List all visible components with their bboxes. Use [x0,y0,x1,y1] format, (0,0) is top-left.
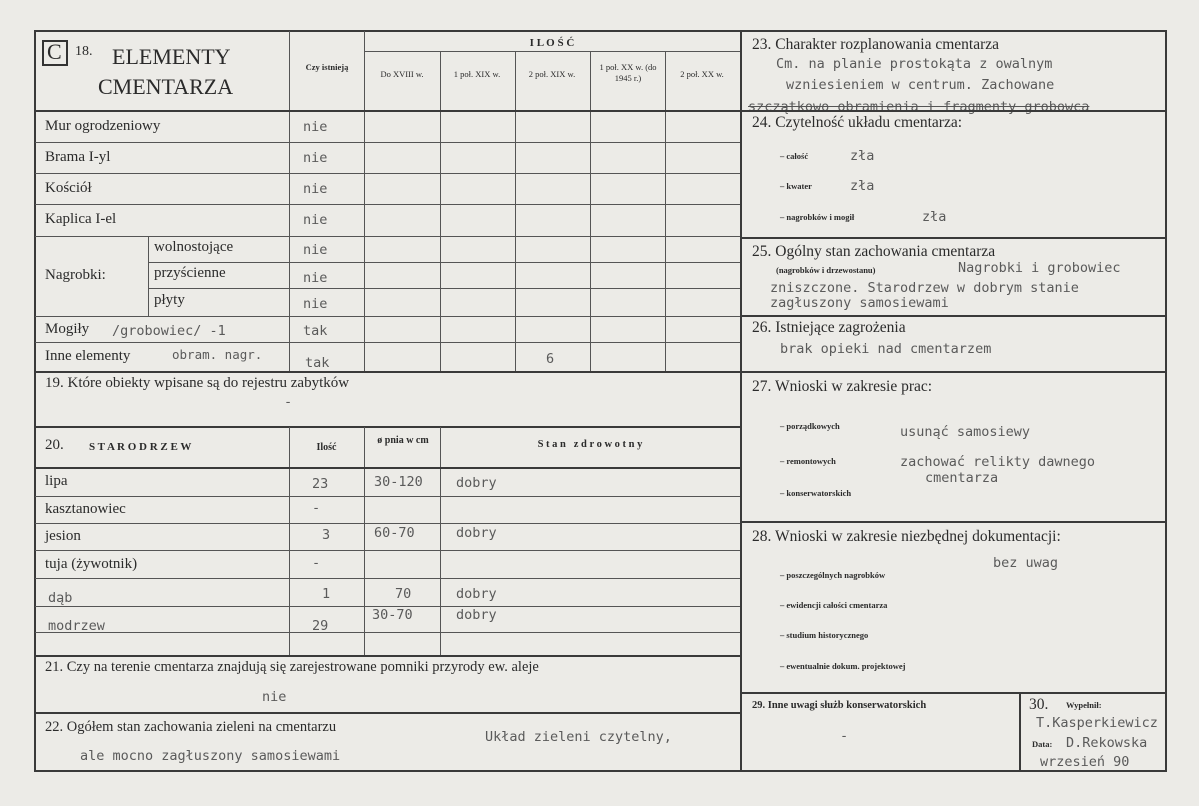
s27-item-label: – remontowych [780,456,836,466]
s26-answer: brak opieki nad cmentarzem [780,341,992,357]
element-note: /grobowiec/ -1 [112,323,226,339]
element-label: Brama I-yl [45,149,111,165]
element-exists: nie [303,270,328,286]
grid-line [741,315,1166,317]
period-header: 1 poł. XX w. (do 1945 r.) [599,62,657,83]
tree-diam: 60-70 [374,525,415,541]
s20-col-count: Ilość [316,442,337,453]
grid-line [741,371,1166,373]
element-label: Inne elementy [45,348,131,364]
section-title-line2: CMENTARZA [98,74,234,99]
s28-item: – ewidencji całości cmentarza [780,600,888,610]
s25-title: 25. Ogólny stan zachowania cmentarza [752,243,996,260]
element-exists: nie [303,212,328,228]
s27-item-value2: cmentarza [925,470,999,486]
period-header: Do XVIII w. [380,69,424,79]
grid-line [741,237,1166,239]
element-label: płyty [154,292,185,308]
col-exists: Czy istnieją [305,62,349,72]
s23-line2: wzniesieniem w centrum. Zachowane [786,77,1055,93]
s24-title: 24. Czytelność układu cmentarza: [752,114,963,131]
grid-line [1019,693,1021,771]
period-header: 2 poł. XX w. [680,69,724,79]
tree-count: - [312,555,321,571]
grid-line [148,262,740,263]
s27-title: 27. Wnioski w zakresie prac: [752,378,933,395]
grid-line [741,692,1166,694]
grid-line [35,142,740,143]
grid-line [665,52,666,371]
s22-answer-line1: Układ zieleni czytelny, [485,729,672,745]
s21-answer: nie [262,689,287,705]
tree-count: 23 [312,476,329,492]
s27-item-value: zachować relikty dawnego [900,454,1096,470]
s30-date-by: D.Rekowska [1066,735,1148,751]
grid-line [35,655,740,657]
grid-line [515,52,516,371]
s25-subtitle: (nagrobków i drzewostanu) [776,265,876,275]
grid-line [364,31,365,371]
element-exists: tak [305,355,330,371]
s24-item-label: – całość [780,151,809,161]
s27-item-label: – porządkowych [780,421,840,431]
tree-health: dobry [456,607,497,623]
s27-item-value: usunąć samosiewy [900,424,1031,440]
nagrobki-label: Nagrobki: [45,267,106,283]
tree-count: 29 [312,618,329,634]
s28-item: – ewentualnie dokum. projektowej [780,661,906,671]
s25-line1: Nagrobki i grobowiec [958,260,1121,276]
period-header: 2 poł. XIX w. [528,69,576,79]
element-exists: nie [303,181,328,197]
grid-line [35,467,740,469]
s28-item: – studium historycznego [780,630,869,640]
grid-line [35,578,740,579]
s30-date-label: Data: [1032,739,1053,749]
s22-title: 22. Ogółem stan zachowania zieleni na cmentarzu [45,719,337,735]
tree-diam: 30-70 [372,607,413,623]
grid-line [35,316,740,317]
s24-item-value: zła [922,209,947,225]
section-number: 18. [75,44,93,59]
element-label: Kaplica I-el [45,211,117,227]
grid-line [35,523,740,524]
s22-answer-line2: ale mocno zagłuszony samosiewami [80,748,341,764]
tree-name: jesion [45,528,81,544]
main-divider [740,31,742,771]
s30-date: wrzesień 90 [1040,754,1130,770]
s23-line1: Cm. na planie prostokąta z owalnym [776,56,1053,72]
s26-title: 26. Istniejące zagrożenia [752,319,906,336]
grid-line [741,521,1166,523]
s30-filled-label: Wypełnił: [1066,700,1102,710]
card-code: C [47,39,62,64]
s27-item-label: – konserwatorskich [780,488,852,498]
s19-title: 19. Które obiekty wpisane są do rejestru zabytków [45,375,350,391]
element-qty: 6 [546,351,555,367]
grid-line [35,236,740,237]
tree-diam: 30-120 [374,474,423,490]
element-label: wolnostojące [154,239,234,255]
grid-line [35,496,740,497]
s25-line2: zniszczone. Starodrzew w dobrym stanie [770,280,1079,296]
s24-item-label: – kwater [780,181,812,191]
s20-number: 20. [45,437,64,453]
tree-count: - [312,500,321,516]
tree-name: lipa [45,473,68,489]
grid-line [289,427,290,655]
s21-title: 21. Czy na terenie cmentarza znajdują się zarejestrowane pomniki przyrody ew. aleje [45,659,539,675]
tree-name: kasztanowiec [45,501,126,517]
tree-health: dobry [456,525,497,541]
element-exists: tak [303,323,328,339]
grid-line [35,550,740,551]
s23-title: 23. Charakter rozplanowania cmentarza [752,36,1000,53]
element-label: Mogiły [45,321,90,337]
element-note: obram. nagr. [172,347,263,362]
s24-item-value: zła [850,178,875,194]
s29-title: 29. Inne uwagi służb konserwatorskich [752,700,927,711]
grid-line [35,110,740,112]
grid-line [35,204,740,205]
element-exists: nie [303,150,328,166]
section-title-line1: ELEMENTY [112,44,231,69]
s25-line3: zagłuszony samosiewami [770,295,949,311]
s20-col-health: S t a n z d r o w o t n y [537,439,643,450]
grid-line [590,52,591,371]
element-label: Kościół [45,180,92,196]
grid-line [35,712,740,714]
grid-line [35,342,740,343]
tree-name: modrzew [48,618,105,634]
col-quantity: I L O Ś Ć [529,37,575,49]
element-label: Mur ogrodzeniowy [45,118,161,134]
element-exists: nie [303,119,328,135]
s24-item-value: zła [850,148,875,164]
tree-health: dobry [456,586,497,602]
grid-line [35,371,740,373]
element-label: przyścienne [154,265,226,281]
grid-line [35,632,740,633]
s23-line3: szczątkowo obramienia i fragmenty grobowca [748,99,1090,115]
tree-diam: 70 [395,586,412,602]
tree-count: 3 [322,527,331,543]
grid-line [148,288,740,289]
grid-line [440,52,441,371]
element-exists: nie [303,296,328,312]
tree-name: dąb [48,590,73,606]
tree-name: tuja (żywotnik) [45,556,138,572]
grid-line [148,236,149,316]
s28-answer: bez uwag [993,555,1059,571]
s28-title: 28. Wnioski w zakresie niezbędnej dokumentacji: [752,528,1061,545]
tree-health: dobry [456,475,497,491]
s20-title: S T A R O D R Z E W [89,441,192,453]
grid-line [741,110,1166,112]
s29-answer: - [840,728,849,744]
grid-line [289,31,290,371]
s20-col-diam: ø pnia w cm [377,435,429,446]
element-exists: nie [303,242,328,258]
tree-count: 1 [322,586,331,602]
grid-line [440,427,441,655]
s19-answer: - [284,394,293,410]
s28-item: – poszczególnych nagrobków [780,570,886,580]
grid-line [35,173,740,174]
s24-item-label: – nagrobków i mogił [780,212,855,222]
grid-line [35,426,740,428]
s30-filled-by: T.Kasperkiewicz [1036,715,1158,731]
grid-line [364,427,365,655]
s30-number: 30. [1029,696,1049,713]
period-header: 1 poł. XIX w. [453,69,501,79]
grid-line [364,51,740,52]
